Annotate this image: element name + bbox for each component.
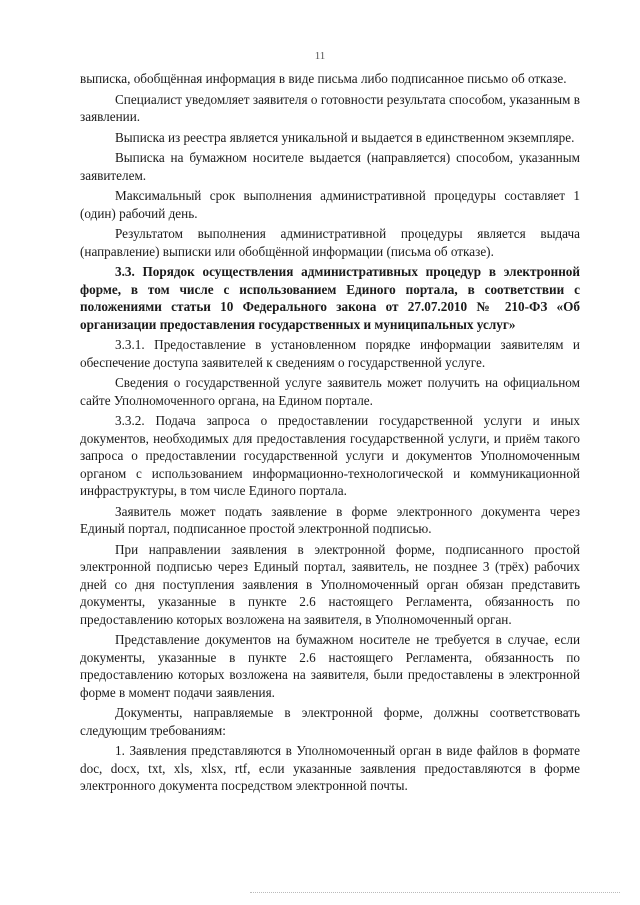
paragraph-service-info: Сведения о государственной услуге заявитель может получить на официальном сайте Уполномоченного органа, на Едином портале.	[80, 375, 580, 408]
document-body	[80, 70, 580, 798]
paragraph-paper-not-required: Представление документов на бумажном носителе не требуется в случае, если документы, указанные в пункте 2.6 настоящего Регламента, обязанность по предоставлению которых возложена на заявителя, были предоставлены в электронной форме в момент подачи заявления.	[80, 632, 580, 700]
paragraph-3-3-1: 3.3.1. Предоставление в установленном порядке информации заявителям и обеспечение доступа заявителей к сведениям о государственной услуге.	[80, 337, 580, 370]
paragraph-electronic-submission: Заявитель может подать заявление в форме электронного документа через Единый портал, подписанное простой электронной подписью.	[80, 503, 580, 536]
paragraph-requirement-1: 1. Заявления представляются в Уполномоченный орган в виде файлов в формате doc, docx, txt, xls, xlsx, rtf, если указанные заявления предоставляются в форме электронного документа посредством электронной почты.	[80, 743, 580, 793]
paragraph-notification: Специалист уведомляет заявителя о готовности результата способом, указанным в заявлении.	[80, 91, 580, 124]
paragraph-max-term: Максимальный срок выполнения административной процедуры составляет 1 (один) рабочий день.	[80, 188, 580, 221]
paragraph-paper-extract: Выписка на бумажном носителе выдается (направляется) способом, указанным заявителем.	[80, 150, 580, 183]
scan-artifact-line	[250, 892, 620, 893]
paragraph-documents-deadline: При направлении заявления в электронной форме, подписанного простой электронной подписью через Единый портал, заявитель, не позднее 3 (трёх) рабочих дней со дня поступления заявления в Уполномоченный орган обязан представить документы, указанные в пункте 2.6 настоящего Регламента, обязанность по предоставлению которых возложена на заявителя, в Уполномоченный орган.	[80, 541, 580, 627]
section-heading-3-3: 3.3. Порядок осуществления административных процедур в электронной форме, в том числе с использованием Единого портала, в соответствии с положениями статьи 10 Федерального закона от 27.07.2010 № 210-ФЗ «Об организации предоставления государственных и муниципальных услуг»	[80, 264, 580, 332]
paragraph-procedure-result: Результатом выполнения административной процедуры является выдача (направление) выписки или обобщённой информации (письма об отказе).	[80, 226, 580, 259]
paragraph-continuation: выписка, обобщённая информация в виде письма либо подписанное письмо об отказе.	[80, 71, 567, 86]
paragraph-extract-unique: Выписка из реестра является уникальной и выдается в единственном экземпляре.	[115, 129, 575, 145]
paragraph-requirements-intro: Документы, направляемые в электронной форме, должны соответствовать следующим требованиям:	[80, 705, 580, 738]
paragraph-3-3-2: 3.3.2. Подача запроса о предоставлении государственной услуги и иных документов, необходимых для предоставления государственной услуги, и приём такого запроса о предоставлении государственной услуги и документов Уполномоченным органом с использованием информационно-технологической и коммуникационной инфраструктуры, в том числе Единого портала.	[80, 413, 580, 498]
page-number: 11	[314, 50, 326, 62]
